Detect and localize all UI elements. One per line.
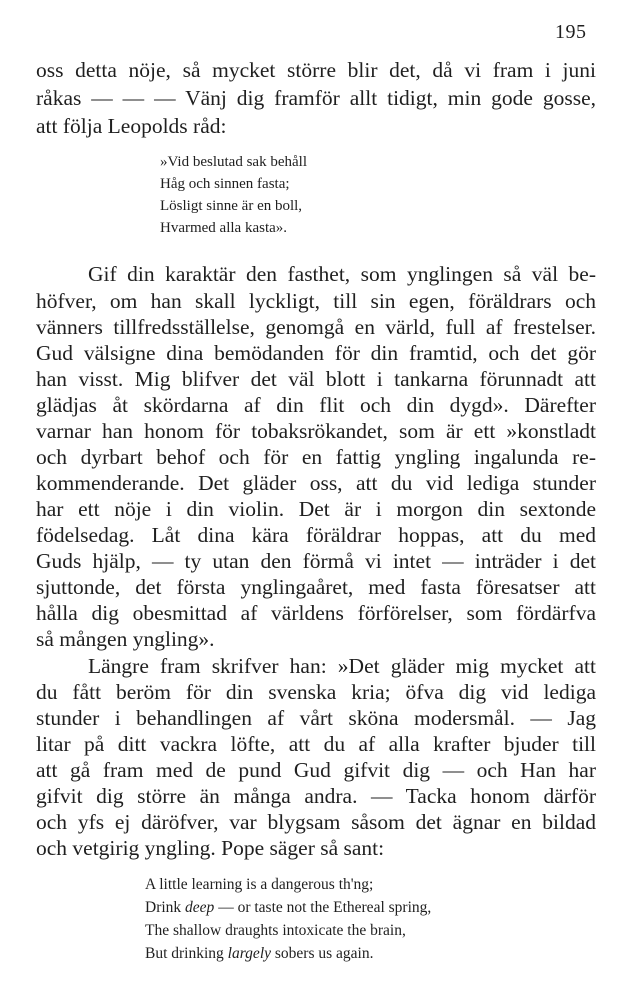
text-line: hålla dig obesmittad af världens förförelser, som fördärfva [36, 601, 596, 625]
text-line: gifvit dig större än många andra. — Tacka honom därför [36, 784, 596, 808]
poem-text: Drink [145, 899, 186, 916]
poem-line: Håg och sinnen fasta; [160, 176, 290, 192]
text-line: och yfs ej däröfver, var blygsam såsom det ägnar en bildad [36, 810, 596, 834]
poem-emphasis: largely [227, 945, 272, 962]
poem-text: But drinking [145, 945, 228, 962]
text-line: oss detta nöje, så mycket större blir det, då vi fram i juni [36, 58, 596, 82]
poem-line [145, 897, 431, 919]
poem-text: — or taste not the Ethereal spring, [214, 899, 432, 916]
text-line: och dyrbart behof och för en fattig yngling ingalunda re- [36, 445, 596, 469]
poem-line: A little learning is a dangerous th'ng; [145, 876, 374, 893]
text-line: födelsedag. Låt dina kära föräldrar hoppas, att du med [36, 523, 596, 547]
text-line: att gå fram med de pund Gud gifvit dig — och Han har [36, 758, 596, 782]
poem-line: The shallow draughts intoxicate the brain, [145, 922, 406, 939]
text-line: har ett nöje i din violin. Det är i morgon din sextonde [36, 497, 596, 521]
text-line: Gud välsigne dina bemödanden för din framtid, och det gör [36, 341, 596, 365]
poem-line: Lösligt sinne är en boll, [160, 198, 303, 214]
text-line: Längre fram skrifver han: »Det gläder mig mycket att [88, 654, 596, 678]
text-line: glädjas åt skördarna af din flit och din dygd». Därefter [36, 393, 596, 417]
text-line: Gif din karaktär den fasthet, som ynglingen så väl be- [88, 262, 596, 286]
text-line: Guds hjälp, — ty utan den förmå vi intet — inträder i det [36, 549, 596, 573]
text-line: kommenderande. Det gläder oss, att du vid lediga stunder [36, 471, 596, 495]
text-line: så mången yngling». [36, 627, 215, 651]
poem-line: »Vid beslutad sak behåll [160, 154, 307, 170]
text-line: du fått beröm för din svenska kria; öfva dig vid lediga [36, 680, 596, 704]
poem-line [145, 943, 373, 965]
text-line: vänners tillfredsställelse, genomgå en värld, full af frestelser. [36, 315, 596, 339]
page-number: 195 [555, 21, 587, 43]
poem-text: sobers us again. [271, 945, 374, 962]
text-line: han visst. Mig blifver det väl blott i tankarna förunnadt att [36, 367, 596, 391]
text-line: råkas — — — Vänj dig framför allt tidigt, min gode gosse, [36, 86, 596, 110]
text-line: sjuttonde, det första ynglingaåret, med fasta föresatser att [36, 575, 596, 599]
text-line: höfver, om han skall lyckligt, till sin egen, föräldrars och [36, 289, 596, 313]
poem-emphasis: deep [185, 899, 215, 916]
poem-line: Hvarmed alla kasta». [160, 220, 288, 236]
text-line: litar på ditt vackra löfte, att du af alla krafter bjuder till [36, 732, 596, 756]
text-line: att följa Leopolds råd: [36, 114, 227, 138]
text-line: stunder i behandlingen af vårt sköna modersmål. — Jag [36, 706, 596, 730]
text-line: varnar han honom för tobaksrökandet, som är ett »konstladt [36, 419, 596, 443]
text-line: och vetgirig yngling. Pope säger så sant: [36, 836, 385, 860]
